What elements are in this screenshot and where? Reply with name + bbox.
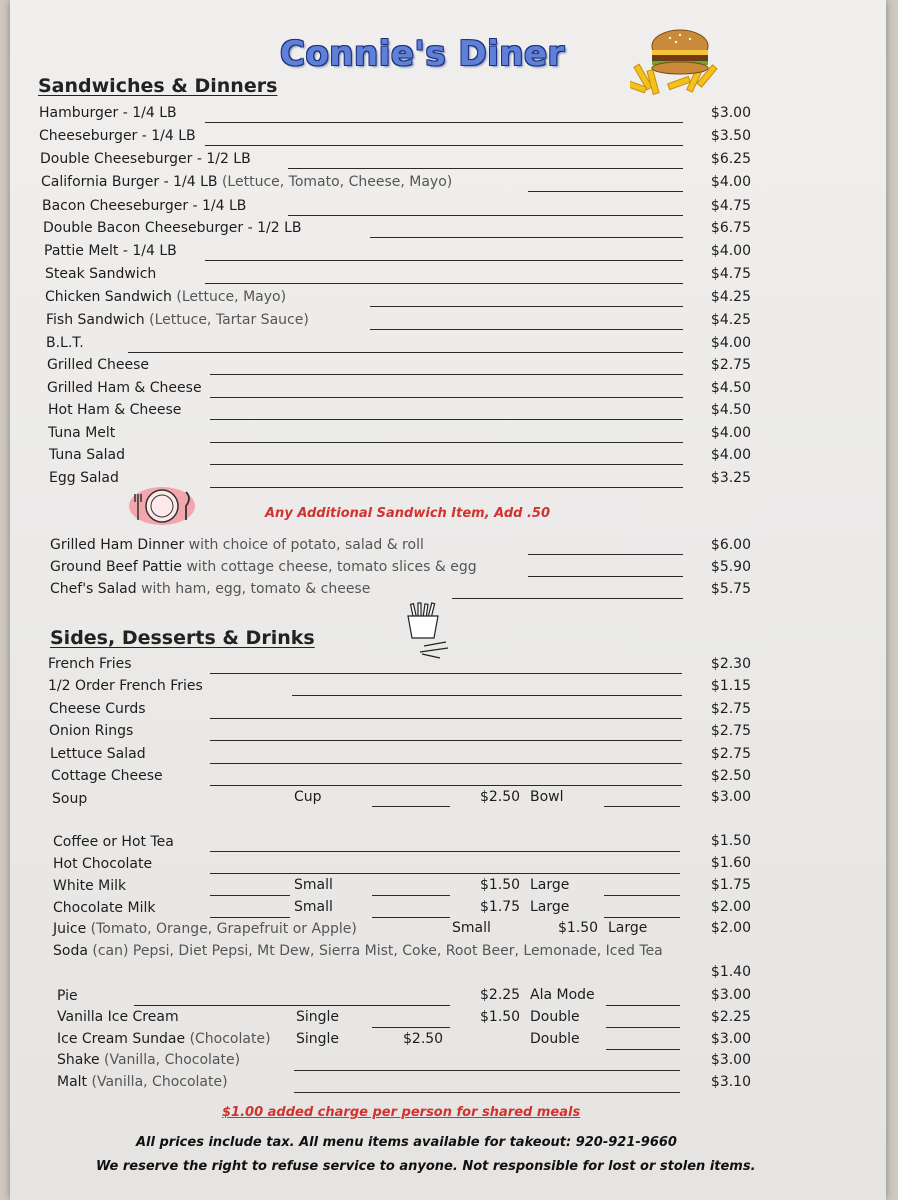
menu-item-price: $3.50 [710,128,751,144]
menu-item-price: $4.50 [710,380,751,396]
juice-label: Juice [53,921,87,937]
leader-line [210,419,683,420]
menu-item-name: Hot Ham & Cheese [48,402,182,418]
additional-item-note: Any Additional Sandwich Item, Add .50 [265,506,551,521]
leader-line [370,329,683,330]
footer-line-2: We reserve the right to refuse service to anyone. Not responsible for lost or stolen items. [96,1159,756,1174]
white-milk-large-label: Large [530,877,570,893]
juice-small-price: $1.50 [558,920,599,936]
menu-item-price: $3.25 [710,470,751,486]
menu-item-name: Ground Beef Pattie [50,559,183,575]
menu-item-row [49,722,133,740]
menu-item-row [46,311,309,329]
white-milk-large-price: $1.75 [710,877,751,893]
soup-cup-price: $2.50 [480,789,521,805]
menu-item-row [43,219,301,237]
soup-label: Soup [52,791,88,807]
malt-desc: (Vanilla, Chocolate) [91,1074,228,1090]
menu-item-row [44,242,177,260]
leader-line [606,1027,680,1028]
leader-line [210,873,680,874]
menu-item-name: Tuna Salad [49,447,126,463]
malt-price: $3.10 [710,1074,751,1090]
menu-item-row [40,150,251,168]
menu-item-price: $3.00 [710,105,751,121]
menu-item-row [51,767,163,785]
menu-item-name: Cheeseburger - 1/4 LB [39,128,196,144]
leader-line [210,397,683,398]
leader-line [210,374,683,375]
menu-item-row [47,379,202,397]
white-milk-label: White Milk [53,878,127,894]
sundae-desc: (Chocolate) [189,1031,271,1047]
pie-price: $2.25 [480,987,521,1003]
menu-item-name: Bacon Cheeseburger - 1/4 LB [42,198,247,214]
soup-cup-label: Cup [294,789,322,805]
leader-line [210,785,682,786]
menu-item-name: 1/2 Order French Fries [48,678,203,694]
plate-icon [126,484,198,528]
juice-desc: (Tomato, Orange, Grapefruit or Apple) [90,921,357,937]
ice-cream-double-price: $2.25 [710,1009,751,1025]
menu-item-price: $4.50 [710,402,751,418]
menu-item-row [39,104,177,122]
leader-line [452,598,683,599]
menu-item-price: $1.15 [710,678,751,694]
menu-item-price: $2.75 [710,701,751,717]
chocolate-milk-small-label: Small [294,899,333,915]
leader-line [210,442,683,443]
menu-item-name: Grilled Cheese [47,357,150,373]
menu-item-name: Chicken Sandwich [45,289,172,305]
leader-line [205,260,683,261]
menu-item-desc: with cottage cheese, tomato slices & egg [186,559,477,575]
leader-line [210,487,683,488]
leader-line [370,237,683,238]
malt-label: Malt [57,1074,88,1090]
menu-item-name: Fish Sandwich [46,312,145,328]
menu-item-row [41,173,452,191]
menu-item-price: $2.50 [710,768,751,784]
sundae-single-label: Single [296,1031,340,1047]
menu-item-row [50,558,477,576]
leader-line [210,673,682,674]
menu-item-price: $4.25 [710,312,751,328]
menu-item-price: $4.00 [710,425,751,441]
ice-cream-label: Vanilla Ice Cream [57,1009,179,1025]
leader-line [210,851,680,852]
chocolate-milk-large-price: $2.00 [710,899,751,915]
menu-item-price: $2.75 [710,746,751,762]
menu-item-row [47,356,149,374]
menu-item-price: $4.00 [710,243,751,259]
soup-bowl-label: Bowl [530,789,564,805]
menu-item-name: Pattie Melt - 1/4 LB [44,243,177,259]
menu-item-name: Tuna Melt [48,425,116,441]
juice-small-label: Small [452,920,491,936]
hot-chocolate-label: Hot Chocolate [53,856,153,872]
menu-item-name: Grilled Ham & Cheese [47,380,202,396]
menu-item-name: French Fries [48,656,132,672]
hot-chocolate-price: $1.60 [710,855,751,871]
leader-line [372,895,450,896]
menu-item-price: $4.75 [710,266,751,282]
menu-item-price: $2.75 [710,723,751,739]
menu-item-row [50,745,146,763]
menu-item-name: Steak Sandwich [45,266,157,282]
menu-item-name: Lettuce Salad [50,746,146,762]
leader-line [210,718,682,719]
menu-item-row [48,424,115,442]
leader-line [528,191,683,192]
menu-item-row [39,127,196,145]
white-milk-small-price: $1.50 [480,877,521,893]
soda-row [53,942,663,960]
menu-item-name: Grilled Ham Dinner [50,537,185,553]
leader-line [128,352,683,353]
menu-item-name: Chef's Salad [50,581,137,597]
menu-item-name: Egg Salad [49,470,119,486]
leader-line [294,1070,680,1071]
leader-line [294,1092,680,1093]
menu-item-name: Double Cheeseburger - 1/2 LB [40,151,251,167]
menu-item-price: $4.00 [710,447,751,463]
menu-item-price: $6.00 [710,537,751,553]
soda-label: Soda [53,943,88,959]
shared-meal-note: $1.00 added charge per person for shared meals [222,1105,581,1120]
menu-item-price: $4.25 [710,289,751,305]
coffee-label: Coffee or Hot Tea [53,834,174,850]
chocolate-milk-small-price: $1.75 [480,899,521,915]
menu-page [10,0,886,1200]
leader-line [372,806,450,807]
ice-cream-double-label: Double [530,1009,580,1025]
juice-row [53,920,357,938]
menu-item-row [48,677,203,695]
shake-price: $3.00 [710,1052,751,1068]
leader-line [528,554,683,555]
section-heading-sandwiches: Sandwiches & Dinners [38,75,278,97]
menu-item-name: California Burger - 1/4 LB [41,174,218,190]
sundae-row [57,1030,271,1048]
sundae-single-price: $2.50 [403,1031,444,1047]
menu-item-price: $4.00 [710,174,751,190]
leader-line [292,695,682,696]
coffee-price: $1.50 [710,833,751,849]
shake-label: Shake [57,1052,100,1068]
menu-item-desc: (Lettuce, Tomato, Cheese, Mayo) [221,174,453,190]
menu-item-name: Hamburger - 1/4 LB [39,105,177,121]
menu-item-desc: (Lettuce, Mayo) [176,289,287,305]
menu-item-row [46,334,84,352]
malt-row [57,1073,228,1091]
leader-line [370,306,683,307]
menu-item-row [45,288,286,306]
menu-item-desc: with ham, egg, tomato & cheese [141,581,371,597]
menu-item-row [50,580,370,598]
leader-line [210,464,683,465]
leader-line [604,917,680,918]
menu-item-row [48,401,181,419]
menu-item-name: Double Bacon Cheeseburger - 1/2 LB [43,220,302,236]
menu-item-price: $6.25 [710,151,751,167]
leader-line [210,895,290,896]
white-milk-small-label: Small [294,877,333,893]
pie-label: Pie [57,988,78,1004]
menu-item-row [48,655,132,673]
pie-ala-mode-label: Ala Mode [530,987,595,1003]
menu-item-row [42,197,246,215]
leader-line [288,168,683,169]
menu-item-price: $4.75 [710,198,751,214]
menu-item-row [49,469,119,487]
soup-bowl-price: $3.00 [710,789,751,805]
leader-line [205,283,683,284]
sundae-label: Ice Cream Sundae [57,1031,186,1047]
menu-item-row [49,446,125,464]
menu-item-desc: with choice of potato, salad & roll [188,537,424,553]
menu-item-price: $6.75 [710,220,751,236]
sundae-double-price: $3.00 [710,1031,751,1047]
leader-line [604,895,680,896]
leader-line [288,215,683,216]
leader-line [205,122,683,123]
leader-line [528,576,683,577]
leader-line [372,917,450,918]
menu-item-row [49,700,146,718]
juice-large-price: $2.00 [710,920,751,936]
leader-line [210,763,682,764]
soda-price: $1.40 [710,964,751,980]
leader-line [606,1049,680,1050]
leader-line [372,1027,450,1028]
juice-large-label: Large [608,920,648,936]
leader-line [606,1005,680,1006]
menu-item-name: Cheese Curds [49,701,146,717]
pie-ala-mode-price: $3.00 [710,987,751,1003]
leader-line [210,740,682,741]
chocolate-milk-label: Chocolate Milk [53,900,156,916]
menu-item-price: $2.30 [710,656,751,672]
menu-item-price: $4.00 [710,335,751,351]
footer-line-1: All prices include tax. All menu items available for takeout: 920-921-9660 [136,1135,677,1150]
shake-row [57,1051,240,1069]
menu-item-row [50,536,424,554]
leader-line [604,806,680,807]
sundae-double-label: Double [530,1031,580,1047]
menu-item-price: $2.75 [710,357,751,373]
soda-desc: (can) Pepsi, Diet Pepsi, Mt Dew, Sierra Mist, Coke, Root Beer, Lemonade, Iced Tea [92,943,663,959]
menu-item-desc: (Lettuce, Tartar Sauce) [149,312,309,328]
ice-cream-single-price: $1.50 [480,1009,521,1025]
leader-line [134,1005,450,1006]
fries-cup-icon [402,602,454,660]
menu-item-name: Onion Rings [49,723,134,739]
menu-item-price: $5.90 [710,559,751,575]
menu-item-row [45,265,156,283]
menu-item-name: Cottage Cheese [51,768,163,784]
page-title: Connie's Diner [280,34,565,74]
chocolate-milk-large-label: Large [530,899,570,915]
ice-cream-single-label: Single [296,1009,340,1025]
menu-item-price: $5.75 [710,581,751,597]
shake-desc: (Vanilla, Chocolate) [104,1052,241,1068]
leader-line [205,145,683,146]
section-heading-sides: Sides, Desserts & Drinks [50,627,315,649]
leader-line [210,917,290,918]
menu-item-name: B.L.T. [46,335,84,351]
burger-fries-icon [630,20,728,98]
